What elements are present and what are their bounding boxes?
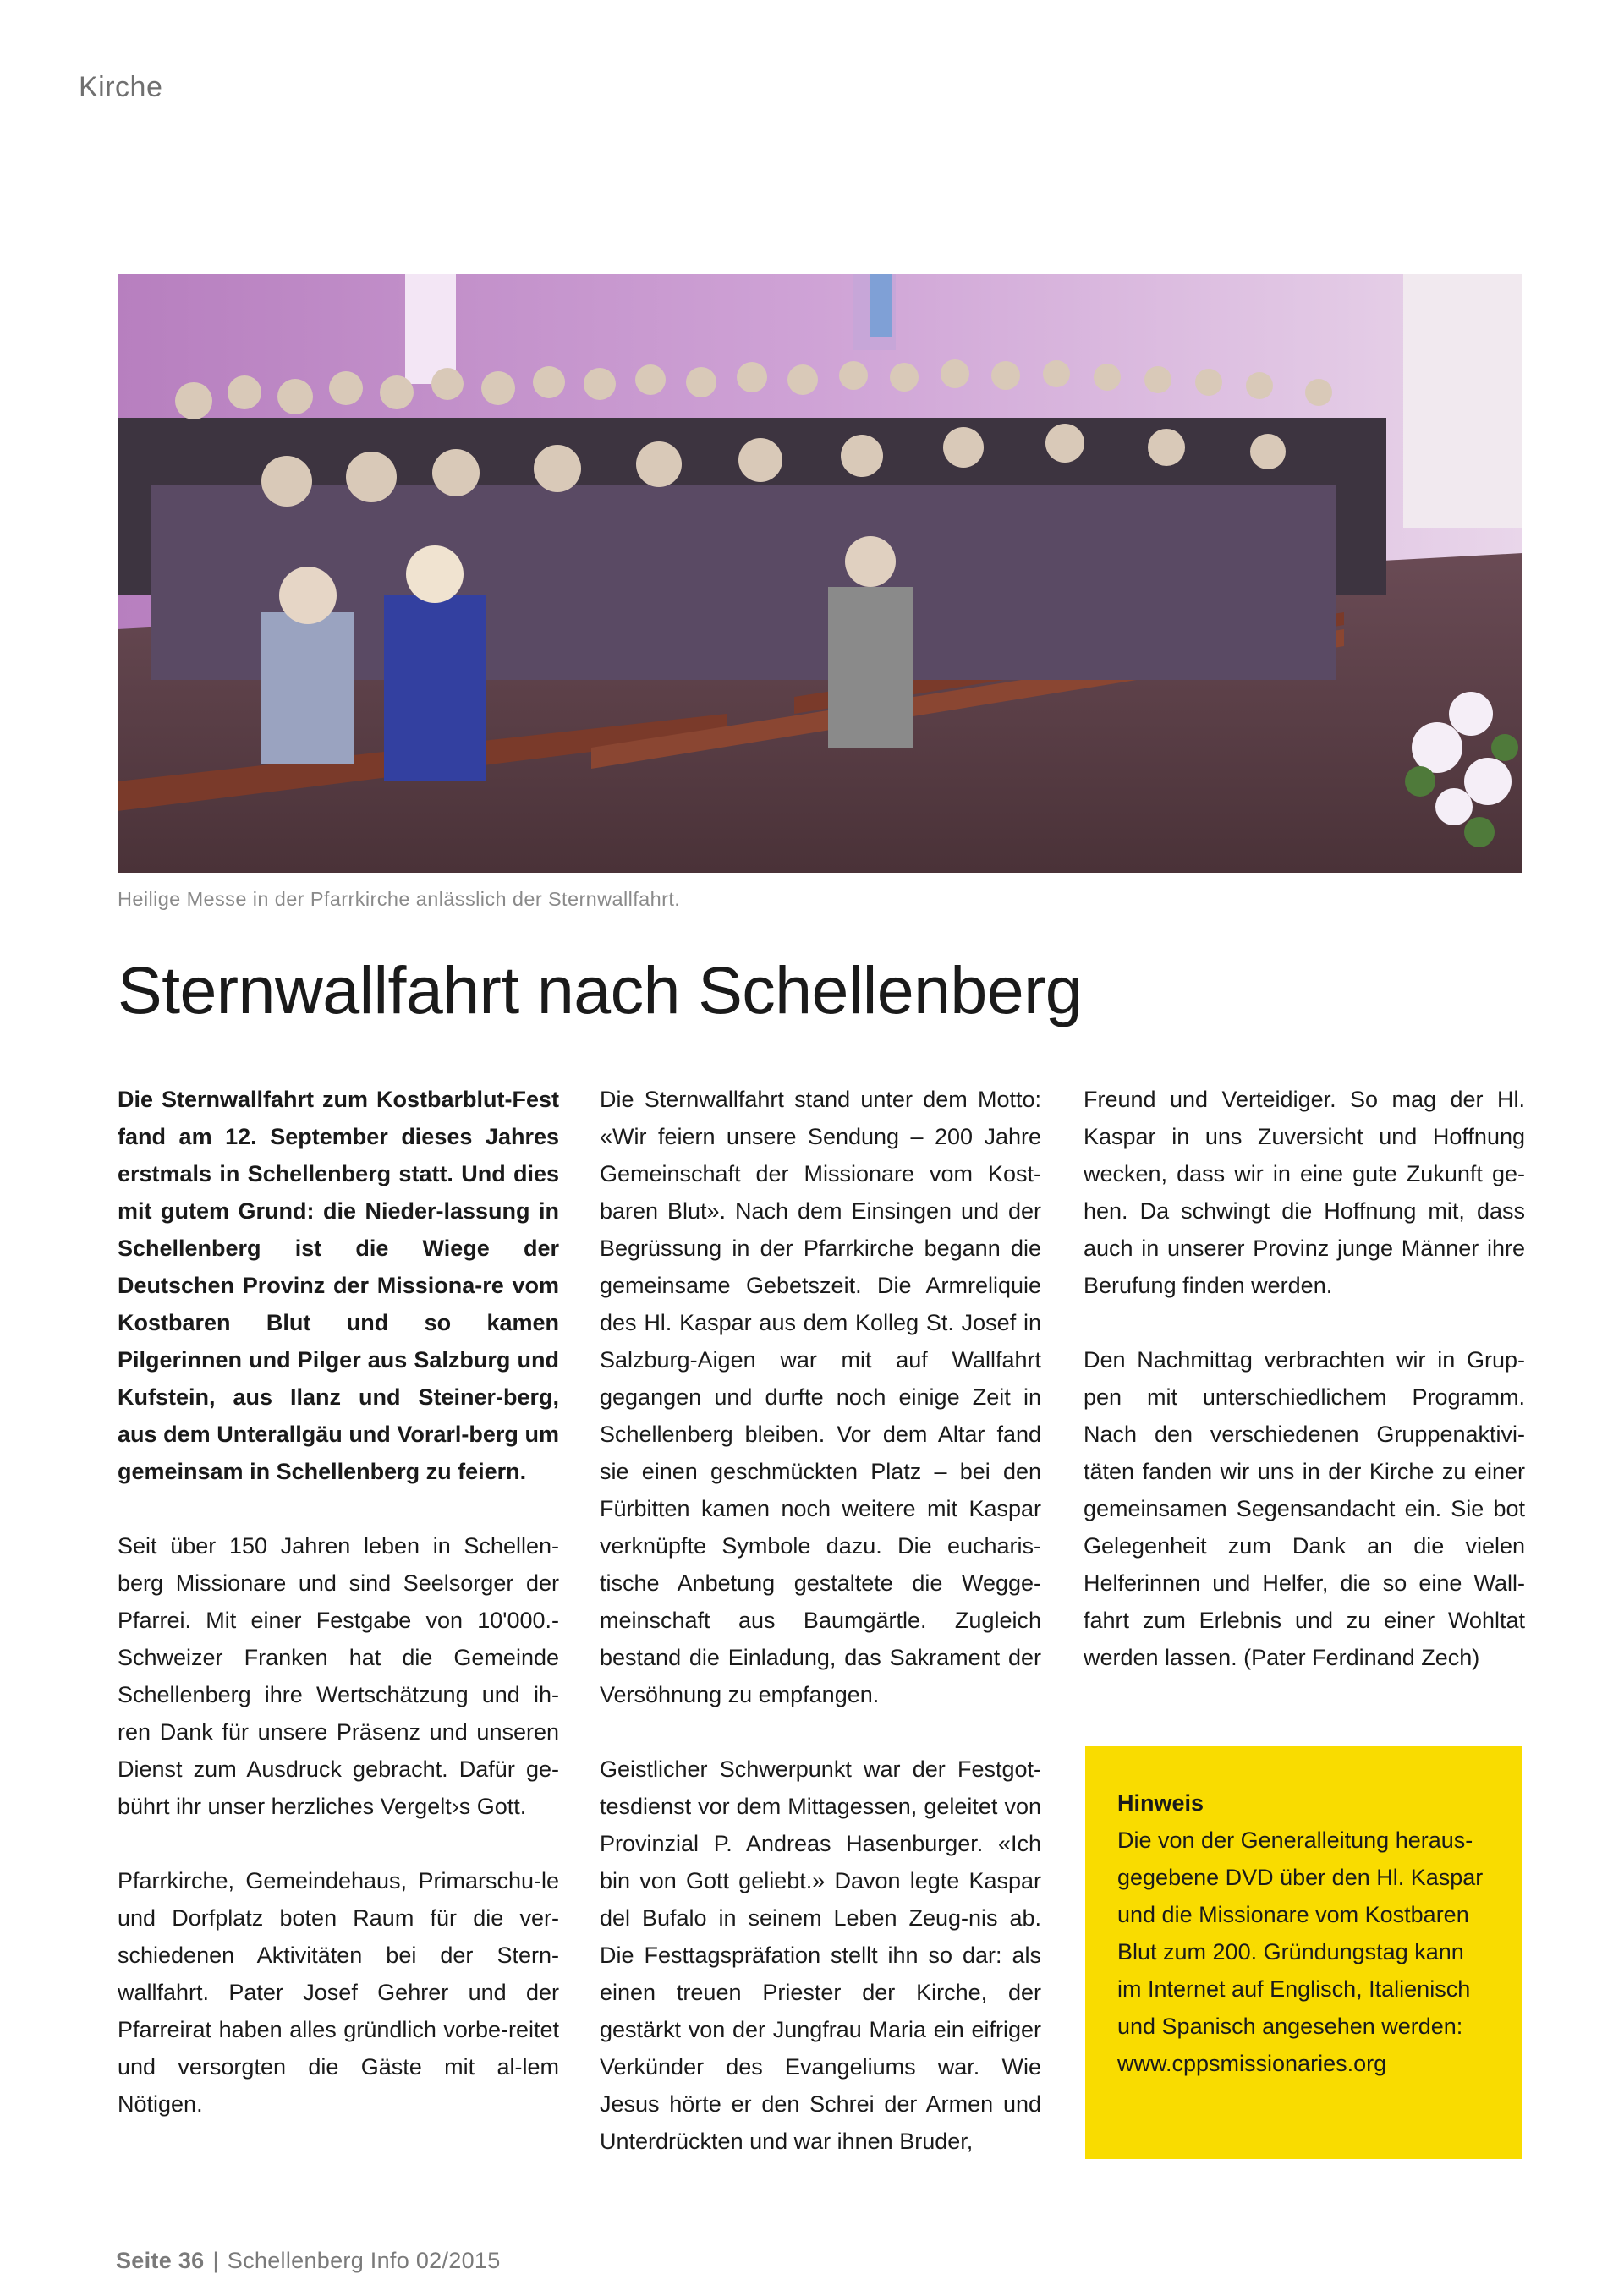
section-label: Kirche bbox=[79, 71, 163, 103]
congregation-image bbox=[118, 274, 1522, 873]
article-column-2 bbox=[600, 1081, 1041, 2160]
lead-paragraph: Die Sternwallfahrt zum Kostbarblut-Fest fand am 12. September dieses Jahres erstmals in Schellenberg statt. Und dies mit gutem Grund: die Nieder-lassung in Schellenberg ist die Wiege der Deutschen Provinz der Missiona-re vom Kostbaren Blut und so kamen Pilgerinnen und Pilger aus Salzburg und Kufstein, aus Ilanz und Steiner-berg, aus dem Unterallgäu und Vorarl-berg um gemeinsam in Schellenberg zu feiern. bbox=[118, 1087, 559, 1484]
article-column-1 bbox=[118, 1081, 559, 2123]
hint-title: Hinweis bbox=[1117, 1790, 1204, 1816]
body-paragraph: Seit über 150 Jahren leben in Schellen-berg Missionare und sind Seelsorger der Pfarrei. Mit einer Festgabe von 10'000.- Schweizer Franken hat die Gemeinde Schellenberg ihre Wertschätzung und ih-ren Dank für unsere Präsenz und unseren Dienst zum Ausdruck gebracht. Dafür ge-bührt ihr unser herzliches Vergelt›s Gott. bbox=[118, 1533, 559, 1819]
photo-caption: Heilige Messe in der Pfarrkirche anlässlich der Sternwallfahrt. bbox=[118, 888, 681, 910]
page-footer bbox=[116, 2248, 501, 2274]
hint-url-link[interactable]: www.cppsmissionaries.org bbox=[1117, 2051, 1387, 2076]
article-column-3 bbox=[1084, 1081, 1525, 1676]
hint-body: Die von der Generalleitung heraus-gegebene DVD über den Hl. Kaspar und die Missionare vom Kostbaren Blut zum 200. Gründungstag kann im Internet auf Englisch, Italienisch und Spanisch angesehen werden: bbox=[1117, 1827, 1484, 2039]
publication-name: Schellenberg Info 02/2015 bbox=[227, 2248, 501, 2273]
article-headline: Sternwallfahrt nach Schellenberg bbox=[118, 952, 1083, 1027]
hint-box bbox=[1085, 1746, 1522, 2159]
body-paragraph: Geistlicher Schwerpunkt war der Festgot-tesdienst vor dem Mittagessen, geleitet von Provinzial P. Andreas Hasenburger. «Ich bin von Gott geliebt.» Davon legte Kaspar del Bufalo in seinem Leben Zeug-nis ab. Die Festtagspräfation stellt ihn so dar: als einen treuen Priester der Kirche, der gestärkt von der Jungfrau Maria ein eifriger Verkünder des Evangeliums war. Wie Jesus hörte er den Schrei der Armen und Unterdrückten und war ihnen Bruder, bbox=[600, 1756, 1041, 2154]
body-paragraph: Pfarrkirche, Gemeindehaus, Primarschu-le und Dorfplatz boten Raum für die ver-schiedenen Aktivitäten bei der Stern-wallfahrt. Pater Josef Gehrer und der Pfarreirat haben alles gründlich vorbe-reitet und versorgten die Gäste mit al-lem Nötigen. bbox=[118, 1868, 559, 2117]
page-number: Seite 36 bbox=[116, 2248, 205, 2273]
body-paragraph: Den Nachmittag verbrachten wir in Grup-pen mit unterschiedlichem Programm. Nach den verschiedenen Gruppenaktivi-täten fanden wir uns in der Kirche zu einer gemeinsamen Segensandacht ein. Sie bot Gelegenheit zum Dank an die vielen Helferinnen und Helfer, die so eine Wall-fahrt zum Erlebnis und zu einer Wohltat werden lassen. (Pater Ferdinand Zech) bbox=[1084, 1347, 1525, 1670]
church-photo bbox=[118, 274, 1522, 873]
footer-separator: | bbox=[212, 2248, 219, 2273]
body-paragraph: Freund und Verteidiger. So mag der Hl. Kaspar in uns Zuversicht und Hoffnung wecken, dass wir in eine gute Zukunft ge-hen. Da schwingt die Hoffnung mit, dass auch in unserer Provinz junge Männer ihre Berufung finden werden. bbox=[1084, 1087, 1525, 1298]
body-paragraph: Die Sternwallfahrt stand unter dem Motto: «Wir feiern unsere Sendung – 200 Jahre Gemeinschaft der Missionare vom Kost-baren Blut». Nach dem Einsingen und der Begrüssung in der Pfarrkirche begann die gemeinsame Gebetszeit. Die Armreliquie des Hl. Kaspar aus dem Kolleg St. Josef in Salzburg-Aigen war mit auf Wallfahrt gegangen und durfte noch einige Zeit in Schellenberg bleiben. Vor dem Altar fand sie einen geschmückten Platz – bei den Fürbitten kamen noch weitere mit Kaspar verknüpfte Symbole dazu. Die eucharis-tische Anbetung gestaltete die Wegge-meinschaft aus Baumgärtle. Zugleich bestand die Einladung, das Sakrament der Versöhnung zu empfangen. bbox=[600, 1087, 1041, 1707]
